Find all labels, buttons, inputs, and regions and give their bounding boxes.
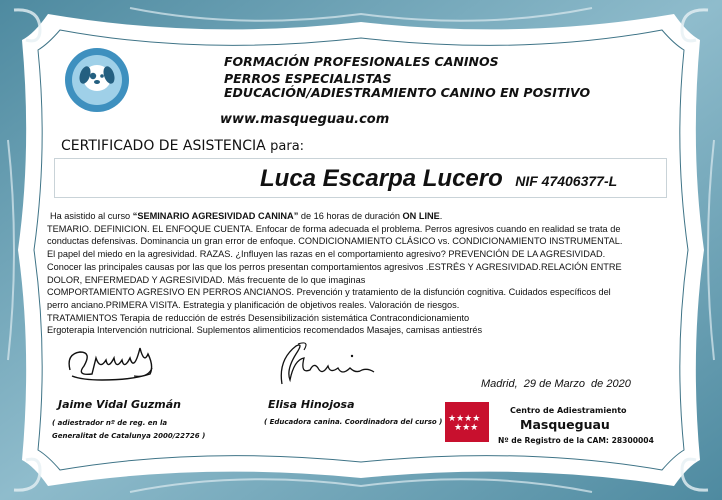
header-line-3: EDUCACIÓN/ADIESTRAMIENTO CANINO EN POSITIVO [224,85,591,100]
syllabus-line: El papel del miedo en la agresividad. RAZAS. ¿Influyen las razas en el comportamiento agresivo? PREVENCIÓN DE LA AGRESIVIDAD. [47,249,606,260]
signer-left-registry: Generalitat de Catalunya 2000/22726 ) [52,432,206,440]
course-modality: ON LINE [402,211,440,221]
svg-text:★★★★: ★★★★ [448,414,481,424]
signer-left-name: Jaime Vidal Guzmán [58,398,182,411]
svg-text:★★★: ★★★ [454,423,479,433]
header-line-2: PERROS ESPECIALISTAS [224,71,392,86]
syllabus-line: Conocer las principales causas por las que los perros presentan comportamientos agresivos .ESTRÉS Y AGRESIVIDAD.RELACIÓN ENTRE [47,261,622,272]
syllabus-line: TEMARIO. DEFINICION. EL ENFOQUE CUENTA. Enfocar de forma adecuada el problema. Perros agresivos cuando en realidad se trata de [47,223,621,234]
certificate-title [61,138,304,154]
syllabus-line: TRATAMIENTOS Terapia de reducción de estrés Desensibilización sistemática Contracondicionamiento [47,312,470,323]
course-name: “SEMINARIO AGRESIVIDAD CANINA” [132,211,299,221]
center-registry: Nº de Registro de la CAM: 28300004 [498,436,654,445]
center-name: Masqueguau [520,417,610,432]
syllabus-line: COMPORTAMIENTO AGRESIVO EN PERROS ANCIANOS. Prevención y tratamiento de la disfunción cognitiva. Cuidados específicos del [47,287,611,298]
syllabus-line: conductas defensivas. Dominancia un gran error de enfoque. CONDICIONAMIENTO CLÁSICO vs. CONDICIONAMIENTO INSTRUMENTAL. [47,236,623,247]
signature-jaime-vidal [62,340,162,388]
signer-middle-name: Elisa Hinojosa [268,398,355,411]
recipient-nif: NIF 47406377-L [515,173,618,189]
madrid-flag [445,402,489,442]
website-link: www.masqueguau.com [220,112,390,127]
header-line-1: FORMACIÓN PROFESIONALES CANINOS [224,54,499,69]
recipient-name: Luca Escarpa Lucero [260,165,503,192]
course-intro: Ha asistido al curso “SEMINARIO AGRESIVIDAD CANINA” de 16 horas de duración ON LINE. [50,211,443,221]
signature-elisa-hinojosa [270,340,380,390]
recipient-box [54,158,667,198]
syllabus-line: Ergoterapia Intervención nutricional. Suplementos alimenticios recomendados Masajes, camisas antiestrés [47,325,483,336]
issue-date: Madrid, 29 de Marzo de 2020 [481,378,631,390]
syllabus-line: perro anciano.PRIMERA VISITA. Estrategia y planificación de objetivos reales. Valoración de riesgos. [47,299,460,310]
course-description [47,210,677,337]
syllabus-line: DOLOR, ENFERMEDAD Y AGRESIVIDAD. Más frecuente de lo que imaginas [47,274,366,285]
title-text: CERTIFICADO DE ASISTENCIA [61,138,266,154]
title-suffix: para: [270,139,305,154]
signer-middle-role: ( Educadora canina. Coordinadora del curso ) [264,418,443,426]
signer-left-role: ( adiestrador nº de reg. en la [52,419,168,427]
masqueguau-logo [64,47,130,113]
center-label: Centro de Adiestramiento [510,406,627,415]
